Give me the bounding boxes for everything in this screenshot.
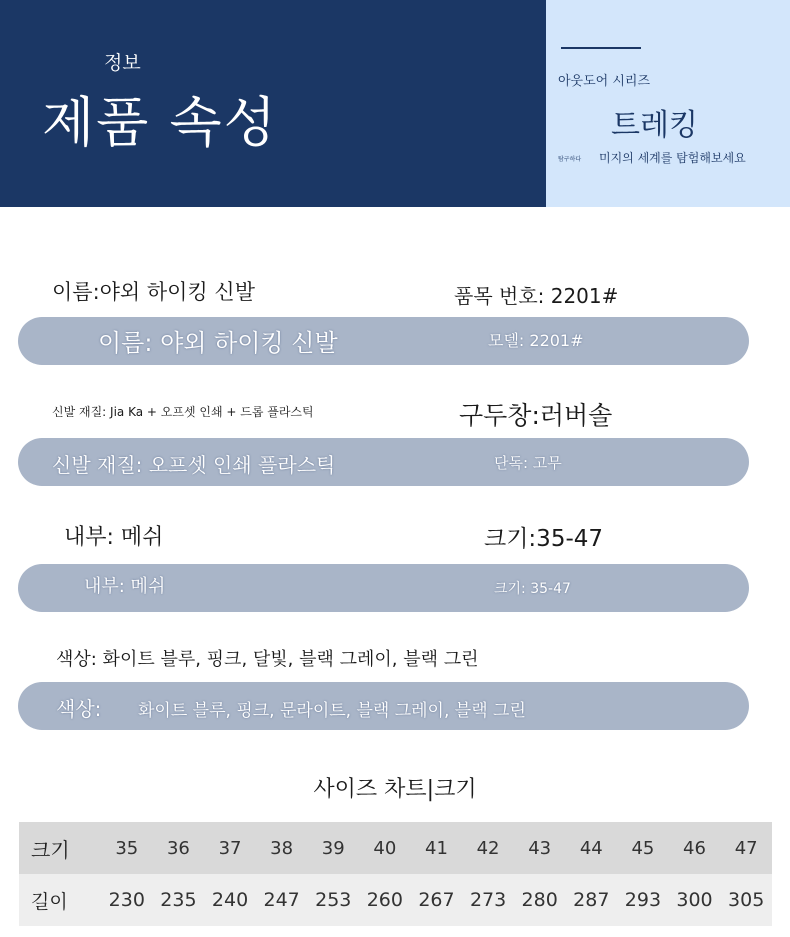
size-chart-table bbox=[19, 822, 772, 926]
lining-pill-text: 내부: 메쉬 bbox=[84, 576, 166, 597]
length-cell: 240 bbox=[204, 874, 256, 926]
length-cell: 293 bbox=[617, 874, 669, 926]
tiny-label: 탐구하다 bbox=[558, 156, 582, 163]
size-range-label: 크기:35-47 bbox=[484, 526, 604, 552]
length-cell: 247 bbox=[256, 874, 308, 926]
size-cell: 47 bbox=[720, 822, 772, 874]
length-cell: 305 bbox=[720, 874, 772, 926]
sole-pill-text: 단독: 고무 bbox=[494, 454, 562, 472]
length-row-header: 길이 bbox=[19, 874, 101, 926]
size-cell: 45 bbox=[617, 822, 669, 874]
size-cell: 35 bbox=[101, 822, 153, 874]
size-cell: 46 bbox=[669, 822, 721, 874]
length-cell: 300 bbox=[669, 874, 721, 926]
category-label: 트레킹 bbox=[611, 108, 698, 143]
color-pill-label: 색상: bbox=[56, 697, 102, 721]
length-cell: 253 bbox=[307, 874, 359, 926]
item-number-label: 품목 번호: 2201# bbox=[454, 284, 619, 308]
length-cell: 273 bbox=[462, 874, 514, 926]
series-label: 아웃도어 시리즈 bbox=[558, 74, 651, 89]
length-cell: 280 bbox=[514, 874, 566, 926]
color-label: 색상: 화이트 블루, 핑크, 달빛, 블랙 그레이, 블랙 그린 bbox=[56, 649, 479, 670]
length-cell: 287 bbox=[565, 874, 617, 926]
tagline: 미지의 세계를 탐험해보세요 bbox=[599, 151, 746, 165]
length-cell: 267 bbox=[411, 874, 463, 926]
page-title: 제품 속성 bbox=[42, 91, 278, 154]
name-label: 이름:야외 하이킹 신발 bbox=[52, 280, 255, 304]
length-cell: 235 bbox=[153, 874, 205, 926]
size-cell: 42 bbox=[462, 822, 514, 874]
header-small-label: 정보 bbox=[104, 52, 141, 74]
size-cell: 38 bbox=[256, 822, 308, 874]
size-cell: 37 bbox=[204, 822, 256, 874]
material-pill-text: 신발 재질: 오프셋 인쇄 플라스틱 bbox=[52, 453, 336, 477]
lining-label: 내부: 메쉬 bbox=[64, 525, 164, 550]
sole-label: 구두창:러버솔 bbox=[459, 401, 613, 430]
size-cell: 44 bbox=[565, 822, 617, 874]
size-cell: 41 bbox=[411, 822, 463, 874]
header-divider bbox=[561, 47, 641, 49]
length-row bbox=[19, 874, 772, 926]
size-pill-text: 크기: 35-47 bbox=[494, 581, 571, 597]
color-pill-value: 화이트 블루, 핑크, 문라이트, 블랙 그레이, 블랙 그린 bbox=[138, 701, 526, 721]
length-cell: 260 bbox=[359, 874, 411, 926]
size-cell: 40 bbox=[359, 822, 411, 874]
size-cell: 36 bbox=[153, 822, 205, 874]
model-pill-text: 모델: 2201# bbox=[488, 331, 584, 350]
name-pill-text: 이름: 야외 하이킹 신발 bbox=[98, 329, 338, 357]
material-label: 신발 재질: Jia Ka + 오프셋 인쇄 + 드롭 플라스틱 bbox=[52, 405, 314, 419]
size-chart-title: 사이즈 차트|크기 bbox=[313, 777, 477, 802]
size-row bbox=[19, 822, 772, 874]
size-row-header: 크기 bbox=[19, 822, 101, 874]
size-cell: 39 bbox=[307, 822, 359, 874]
length-cell: 230 bbox=[101, 874, 153, 926]
size-cell: 43 bbox=[514, 822, 566, 874]
